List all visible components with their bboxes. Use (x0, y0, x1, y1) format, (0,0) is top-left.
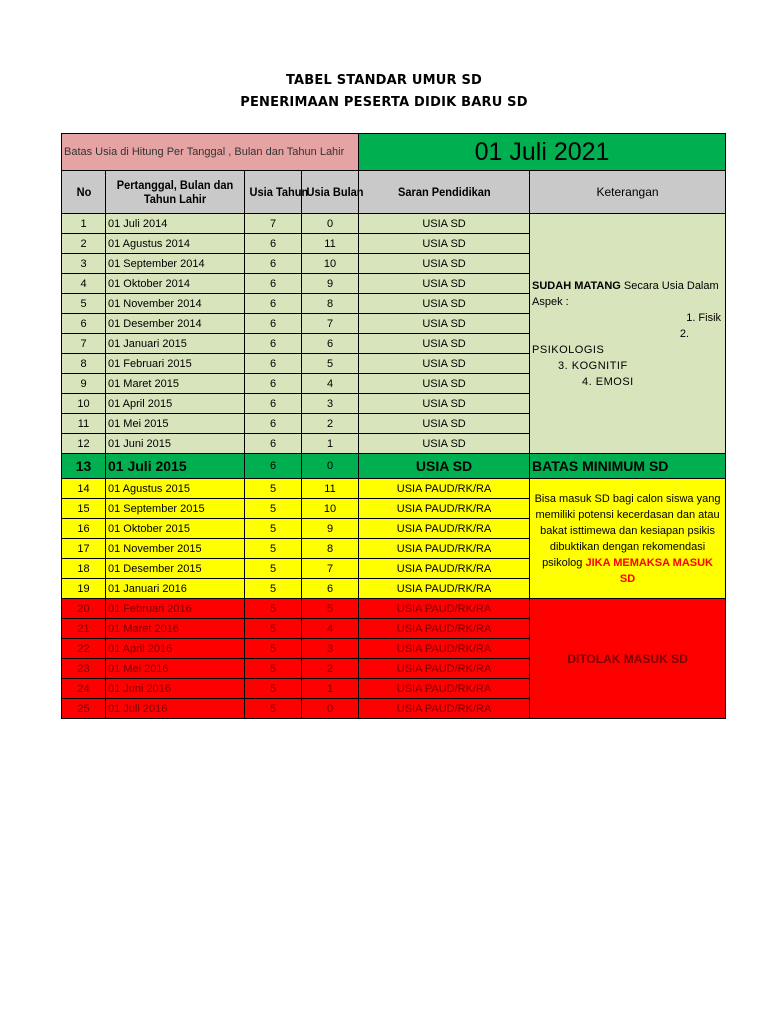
row-suggestion: USIA SD (359, 394, 530, 414)
row-birth-date: 01 Juni 2015 (106, 434, 245, 454)
ready-note-bold: SUDAH MATANG (532, 279, 621, 292)
row-age-months: 0 (302, 454, 359, 479)
row-age-months: 4 (302, 619, 359, 639)
row-number: 10 (62, 394, 106, 414)
row-age-years: 5 (245, 639, 302, 659)
row-age-years: 5 (245, 679, 302, 699)
row-number: 19 (62, 579, 106, 599)
row-suggestion: USIA SD (359, 374, 530, 394)
row-birth-date: 01 Februari 2016 (106, 599, 245, 619)
row-number: 25 (62, 699, 106, 719)
ready-note-text: Secara Usia Dalam Aspek : (532, 279, 719, 308)
row-age-months: 8 (302, 539, 359, 559)
row-age-months: 7 (302, 314, 359, 334)
col-header-months: Usia Bulan (302, 171, 359, 214)
ready-note-item4: 4. EMOSI (582, 375, 634, 388)
row-birth-date: 01 Juli 2014 (106, 214, 245, 234)
row-birth-date: 01 Oktober 2014 (106, 274, 245, 294)
row-number: 22 (62, 639, 106, 659)
row-age-years: 5 (245, 559, 302, 579)
reference-date: 01 Juli 2021 (359, 134, 726, 171)
row-birth-date: 01 Maret 2016 (106, 619, 245, 639)
row-number: 20 (62, 599, 106, 619)
row-number: 7 (62, 334, 106, 354)
header-row-top (62, 134, 726, 171)
row-age-years: 5 (245, 699, 302, 719)
row-birth-date: 01 Agustus 2015 (106, 479, 245, 499)
row-age-years: 6 (245, 374, 302, 394)
row-birth-date: 01 November 2015 (106, 539, 245, 559)
row-birth-date: 01 Januari 2016 (106, 579, 245, 599)
row-suggestion: USIA SD (359, 214, 530, 234)
row-age-years: 5 (245, 619, 302, 639)
row-birth-date: 01 April 2016 (106, 639, 245, 659)
row-age-years: 6 (245, 414, 302, 434)
row-suggestion: USIA PAUD/RK/RA (359, 699, 530, 719)
row-age-years: 5 (245, 539, 302, 559)
row-number: 14 (62, 479, 106, 499)
row-age-months: 10 (302, 254, 359, 274)
row-number: 17 (62, 539, 106, 559)
row-age-months: 6 (302, 334, 359, 354)
row-suggestion: USIA PAUD/RK/RA (359, 519, 530, 539)
row-number: 13 (62, 454, 106, 479)
row-birth-date: 01 Juni 2016 (106, 679, 245, 699)
row-birth-date: 01 September 2015 (106, 499, 245, 519)
row-age-years: 6 (245, 274, 302, 294)
row-suggestion: USIA SD (359, 354, 530, 374)
row-age-years: 7 (245, 214, 302, 234)
row-birth-date: 01 Februari 2015 (106, 354, 245, 374)
row-age-months: 1 (302, 434, 359, 454)
row-number: 1 (62, 214, 106, 234)
row-age-years: 5 (245, 479, 302, 499)
row-birth-date: 01 Desember 2014 (106, 314, 245, 334)
row-number: 6 (62, 314, 106, 334)
row-age-years: 5 (245, 659, 302, 679)
row-number: 24 (62, 679, 106, 699)
ready-note-item2: 2. (679, 327, 690, 340)
row-age-months: 4 (302, 374, 359, 394)
row-age-months: 1 (302, 679, 359, 699)
row-suggestion: USIA PAUD/RK/RA (359, 559, 530, 579)
row-birth-date: 01 November 2014 (106, 294, 245, 314)
row-birth-date: 01 Januari 2015 (106, 334, 245, 354)
row-suggestion: USIA SD (359, 414, 530, 434)
row-age-years: 6 (245, 454, 302, 479)
row-age-months: 0 (302, 214, 359, 234)
basis-note-cell: Batas Usia di Hitung Per Tanggal , Bulan dan Tahun Lahir (62, 134, 359, 171)
row-suggestion: USIA PAUD/RK/RA (359, 619, 530, 639)
row-number: 9 (62, 374, 106, 394)
row-age-years: 6 (245, 234, 302, 254)
row-suggestion: USIA PAUD/RK/RA (359, 639, 530, 659)
row-number: 4 (62, 274, 106, 294)
row-birth-date: 01 September 2014 (106, 254, 245, 274)
row-age-months: 9 (302, 274, 359, 294)
row-suggestion: USIA SD (359, 254, 530, 274)
row-suggestion: USIA PAUD/RK/RA (359, 659, 530, 679)
table-row (62, 214, 726, 234)
row-age-months: 10 (302, 499, 359, 519)
minimum-note: BATAS MINIMUM SD (530, 454, 726, 479)
row-number: 18 (62, 559, 106, 579)
row-birth-date: 01 Juli 2016 (106, 699, 245, 719)
row-age-years: 5 (245, 599, 302, 619)
row-age-months: 5 (302, 599, 359, 619)
row-number: 3 (62, 254, 106, 274)
row-number: 23 (62, 659, 106, 679)
row-age-months: 3 (302, 639, 359, 659)
row-birth-date: 01 Mei 2015 (106, 414, 245, 434)
row-age-years: 6 (245, 254, 302, 274)
conditional-note-text: Bisa masuk SD bagi calon siswa yang memiliki potensi kecerdasan dan atau bakat isttimewa dan kesiapan psikis dibuktikan dengan rekomendasi psikolog (534, 492, 721, 569)
row-age-years: 6 (245, 394, 302, 414)
title-block (0, 70, 768, 114)
row-age-months: 8 (302, 294, 359, 314)
ready-note-item2-text: PSIKOLOGIS (532, 343, 605, 356)
col-header-years: Usia Tahun (245, 171, 302, 214)
row-number: 12 (62, 434, 106, 454)
row-age-years: 6 (245, 294, 302, 314)
row-suggestion: USIA SD (359, 274, 530, 294)
conditional-note (530, 479, 726, 599)
row-number: 2 (62, 234, 106, 254)
row-age-months: 0 (302, 699, 359, 719)
row-suggestion: USIA SD (359, 454, 530, 479)
row-birth-date: 01 April 2015 (106, 394, 245, 414)
rejected-note: DITOLAK MASUK SD (530, 599, 726, 719)
row-suggestion: USIA PAUD/RK/RA (359, 579, 530, 599)
row-suggestion: USIA PAUD/RK/RA (359, 679, 530, 699)
page-subtitle: PENERIMAAN PESERTA DIDIK BARU SD (240, 95, 528, 110)
row-suggestion: USIA PAUD/RK/RA (359, 499, 530, 519)
header-row (62, 171, 726, 214)
conditional-note-warning: JIKA MEMAKSA MASUK SD (585, 556, 714, 585)
row-number: 5 (62, 294, 106, 314)
row-birth-date: 01 Mei 2016 (106, 659, 245, 679)
col-header-note: Keterangan (530, 171, 726, 214)
col-header-birth: Pertanggal, Bulan dan Tahun Lahir (106, 171, 245, 214)
ready-note (530, 214, 726, 454)
minimum-row (62, 454, 726, 479)
row-age-years: 5 (245, 499, 302, 519)
row-suggestion: USIA SD (359, 294, 530, 314)
row-age-months: 9 (302, 519, 359, 539)
row-number: 11 (62, 414, 106, 434)
row-number: 15 (62, 499, 106, 519)
row-age-years: 5 (245, 579, 302, 599)
ready-note-item3: 3. KOGNITIF (558, 359, 628, 372)
row-suggestion: USIA SD (359, 334, 530, 354)
row-number: 16 (62, 519, 106, 539)
row-age-months: 11 (302, 234, 359, 254)
row-suggestion: USIA SD (359, 234, 530, 254)
row-number: 21 (62, 619, 106, 639)
row-number: 8 (62, 354, 106, 374)
row-suggestion: USIA PAUD/RK/RA (359, 539, 530, 559)
row-birth-date: 01 Agustus 2014 (106, 234, 245, 254)
row-age-months: 6 (302, 579, 359, 599)
row-birth-date: 01 Maret 2015 (106, 374, 245, 394)
col-header-no: No (62, 171, 106, 214)
row-birth-date: 01 Juli 2015 (106, 454, 245, 479)
row-birth-date: 01 Oktober 2015 (106, 519, 245, 539)
row-age-years: 6 (245, 354, 302, 374)
row-suggestion: USIA PAUD/RK/RA (359, 599, 530, 619)
col-header-suggestion: Saran Pendidikan (359, 171, 530, 214)
row-age-years: 6 (245, 334, 302, 354)
row-age-years: 5 (245, 519, 302, 539)
table-row (62, 599, 726, 619)
row-age-months: 2 (302, 414, 359, 434)
row-birth-date: 01 Desember 2015 (106, 559, 245, 579)
row-suggestion: USIA SD (359, 314, 530, 334)
age-standard-table (61, 133, 726, 719)
row-suggestion: USIA PAUD/RK/RA (359, 479, 530, 499)
ready-note-item1: 1. Fisik (686, 311, 722, 324)
page-title: TABEL STANDAR UMUR SD (285, 73, 482, 88)
row-age-years: 6 (245, 314, 302, 334)
row-age-months: 3 (302, 394, 359, 414)
row-age-years: 6 (245, 434, 302, 454)
row-age-months: 11 (302, 479, 359, 499)
table-body (62, 134, 726, 719)
row-age-months: 7 (302, 559, 359, 579)
row-age-months: 5 (302, 354, 359, 374)
row-suggestion: USIA SD (359, 434, 530, 454)
row-age-months: 2 (302, 659, 359, 679)
table-row (62, 479, 726, 499)
